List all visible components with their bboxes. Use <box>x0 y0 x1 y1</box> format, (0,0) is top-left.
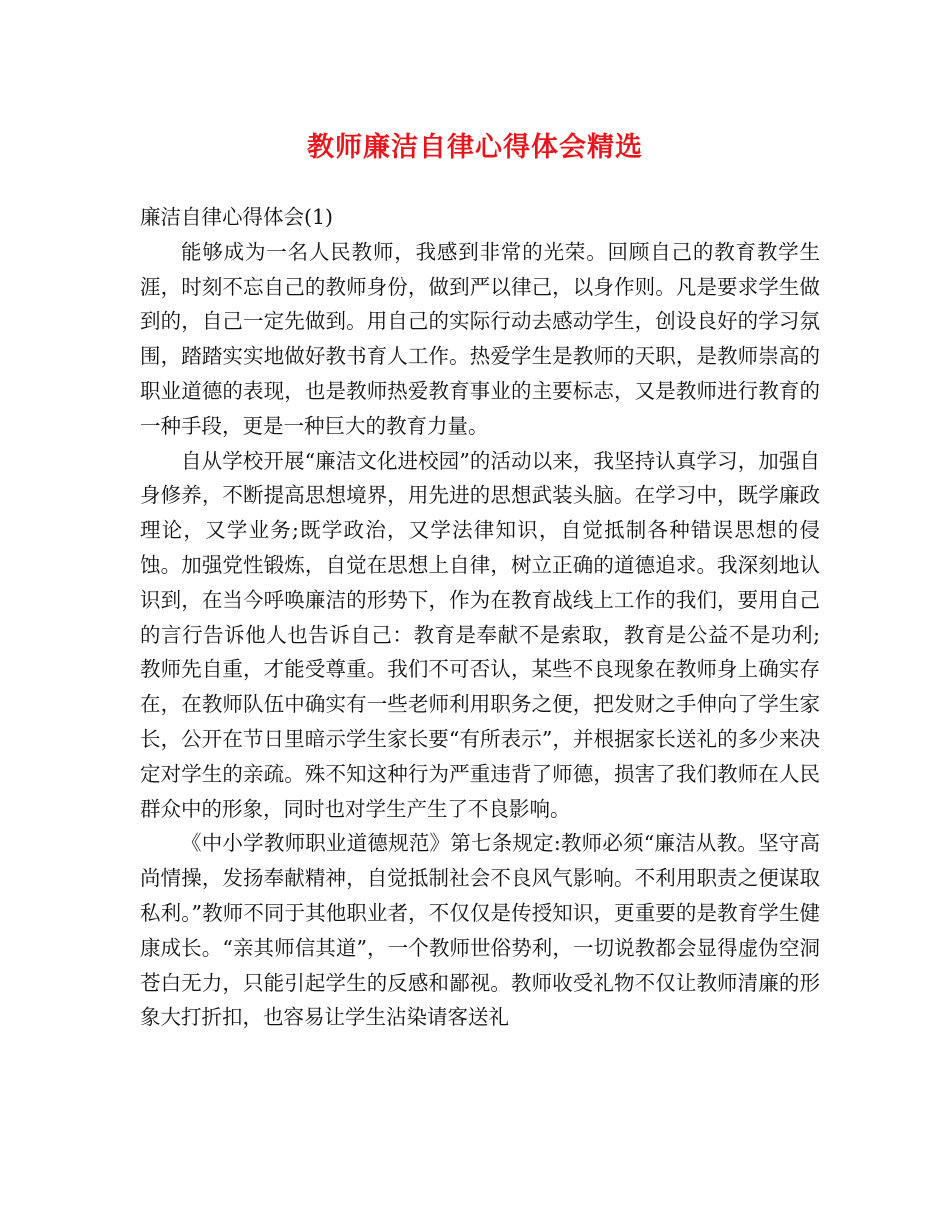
document-body <box>140 200 820 1035</box>
section-heading: 廉洁自律心得体会(1) <box>140 205 334 229</box>
body-paragraph-3: 《中小学教师职业道德规范》第七条规定:教师必须“廉洁从教。坚守高尚情操，发扬奉献精神，自觉抵制社会不良风气影响。不利用职责之便谋取私利。”教师不同于其他职业者，不仅仅是传授知识，更重要的是教育学生健康成长。“亲其师信其道”，一个教师世俗势利，一切说教都会显得虚伪空洞苍白无力，只能引起学生的反感和鄙视。教师收受礼物不仅让教师清廉的形象大打折扣，也容易让学生沾染请客送礼 <box>140 831 820 1030</box>
body-paragraph-1: 能够成为一名人民教师，我感到非常的光荣。回顾自己的教育教学生涯，时刻不忘自己的教师身份，做到严以律己，以身作则。凡是要求学生做到的，自己一定先做到。用自己的实际行动去感动学生，创设良好的学习氛围，踏踏实实地做好教书育人工作。热爱学生是教师的天职，是教师崇高的职业道德的表现，也是教师热爱教育事业的主要标志，又是教师进行教育的一种手段，更是一种巨大的教育力量。 <box>140 239 820 438</box>
document-title: 教师廉洁自律心得体会精选 <box>307 132 643 163</box>
body-paragraph-2: 自从学校开展“廉洁文化进校园”的活动以来，我坚持认真学习，加强自身修养，不断提高思想境界，用先进的思想武装头脑。在学习中，既学廉政理论，又学业务;既学政治，又学法律知识，自觉抵制各种错误思想的侵蚀。加强党性锻炼，自觉在思想上自律，树立正确的道德追求。我深刻地认识到，在当今呼唤廉洁的形势下，作为在教育战线上工作的我们，要用自己的言行告诉他人也告诉自己：教育是奉献不是索取，教育是公益不是功利;教师先自重，才能受尊重。我们不可否认，某些不良现象在教师身上确实存在，在教师队伍中确实有一些老师利用职务之便，把发财之手伸向了学生家长，公开在节日里暗示学生家长要“有所表示”，并根据家长送礼的多少来决定对学生的亲疏。殊不知这种行为严重违背了师德，损害了我们教师在人民群众中的形象，同时也对学生产生了不良影响。 <box>140 448 820 821</box>
